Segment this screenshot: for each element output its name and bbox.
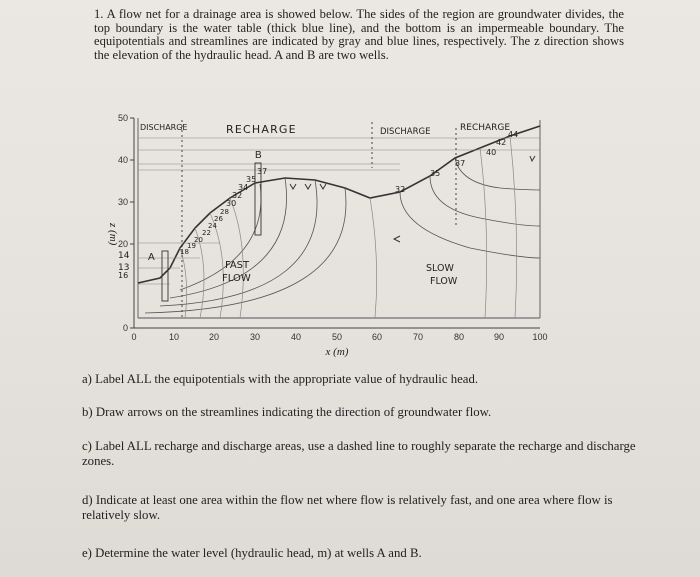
hw-head-10: 19	[187, 242, 196, 250]
hw-head-14: 37	[455, 159, 466, 168]
question-a: a) Label ALL the equipotentials with the appropriate value of hydraulic head.	[82, 372, 479, 386]
question-b: b) Draw arrows on the streamlines indicating the direction of groundwater flow.	[82, 405, 492, 419]
x-tick-100: 100	[532, 332, 548, 342]
hw-head-3: 32	[232, 191, 243, 200]
hw-head-6: 26	[214, 215, 223, 223]
x-tick-20: 20	[208, 332, 220, 342]
hw-slow: SLOW	[426, 263, 454, 274]
x-tick-0: 0	[131, 332, 137, 342]
hw-head-7: 24	[208, 222, 217, 230]
x-axis-label: x (m)	[325, 346, 349, 358]
flow-arrows	[290, 156, 535, 242]
hw-head-12: 32	[395, 185, 406, 194]
well-b	[255, 150, 262, 235]
hw-head-13: 35	[430, 169, 441, 178]
hw-recharge-right: RECHARGE	[460, 123, 511, 133]
x-tick-70: 70	[412, 332, 424, 342]
hw-head-4: 30	[226, 199, 237, 208]
hw-head-0: 37	[257, 167, 268, 176]
y-tick-20: 20	[117, 239, 128, 249]
axes	[130, 118, 540, 328]
y-tick-30: 30	[117, 197, 128, 207]
hw-head-1: 35	[246, 175, 257, 184]
hw-recharge-left: RECHARGE	[226, 123, 297, 136]
hw-flow-fast: FLOW	[222, 273, 251, 284]
x-tick-50: 50	[331, 332, 343, 342]
x-tick-60: 60	[371, 332, 383, 342]
hw-head-11: 18	[180, 248, 189, 256]
x-tick-90: 90	[493, 332, 505, 342]
hw-head-8: 22	[202, 229, 211, 237]
well-b-label: B	[255, 150, 262, 161]
x-tick-80: 80	[453, 332, 465, 342]
hw-head-2: 34	[238, 183, 249, 192]
hw-discharge-right: DISCHARGE	[380, 127, 431, 137]
flow-net-figure	[100, 108, 560, 363]
question-d: d) Indicate at least one area within the flow net where flow is relatively fast, and one area where flow is relatively slow.	[82, 493, 613, 522]
hw-head-17: 44	[508, 130, 519, 139]
question-e: e) Determine the water level (hydraulic head, m) at wells A and B.	[82, 546, 422, 560]
z-axis-label: z (m)	[107, 223, 119, 246]
x-tick-30: 30	[249, 332, 261, 342]
y-tick-40: 40	[117, 155, 128, 165]
problem-statement: 1. A flow net for a drainage area is showed below. The sides of the region are groundwater divides, the top boundary is the water table (thick blue line), and the bottom is an impermeable boundary. The equipotentials and streamlines are indicated by gray and blue lines, respectively. The z direction shows the elevation of the hydraulic head. A and B are two wells.	[94, 7, 624, 62]
hw-axis-14: 14	[118, 251, 130, 261]
hw-head-15: 40	[486, 148, 497, 157]
question-c: c) Label ALL recharge and discharge areas, use a dashed line to roughly separate the recharge and discharge zones.	[82, 439, 636, 468]
hw-fast: FAST	[225, 260, 250, 271]
hw-head-9: 20	[194, 236, 203, 244]
water-table	[138, 126, 540, 283]
y-tick-50: 50	[117, 113, 128, 123]
x-tick-10: 10	[168, 332, 180, 342]
hw-discharge-left: DISCHARGE	[140, 123, 188, 132]
hw-head-5: 28	[220, 208, 229, 216]
reference-lines	[138, 138, 540, 284]
well-a-label: A	[148, 252, 155, 263]
hw-axis-13: 13	[118, 263, 130, 273]
hw-head-16: 42	[496, 138, 507, 147]
equipotentials	[180, 136, 517, 318]
hw-axis-16: 16	[118, 271, 129, 280]
hw-flow-slow: FLOW	[430, 276, 458, 287]
x-tick-40: 40	[290, 332, 302, 342]
well-a	[148, 251, 168, 301]
y-tick-0: 0	[122, 323, 128, 333]
